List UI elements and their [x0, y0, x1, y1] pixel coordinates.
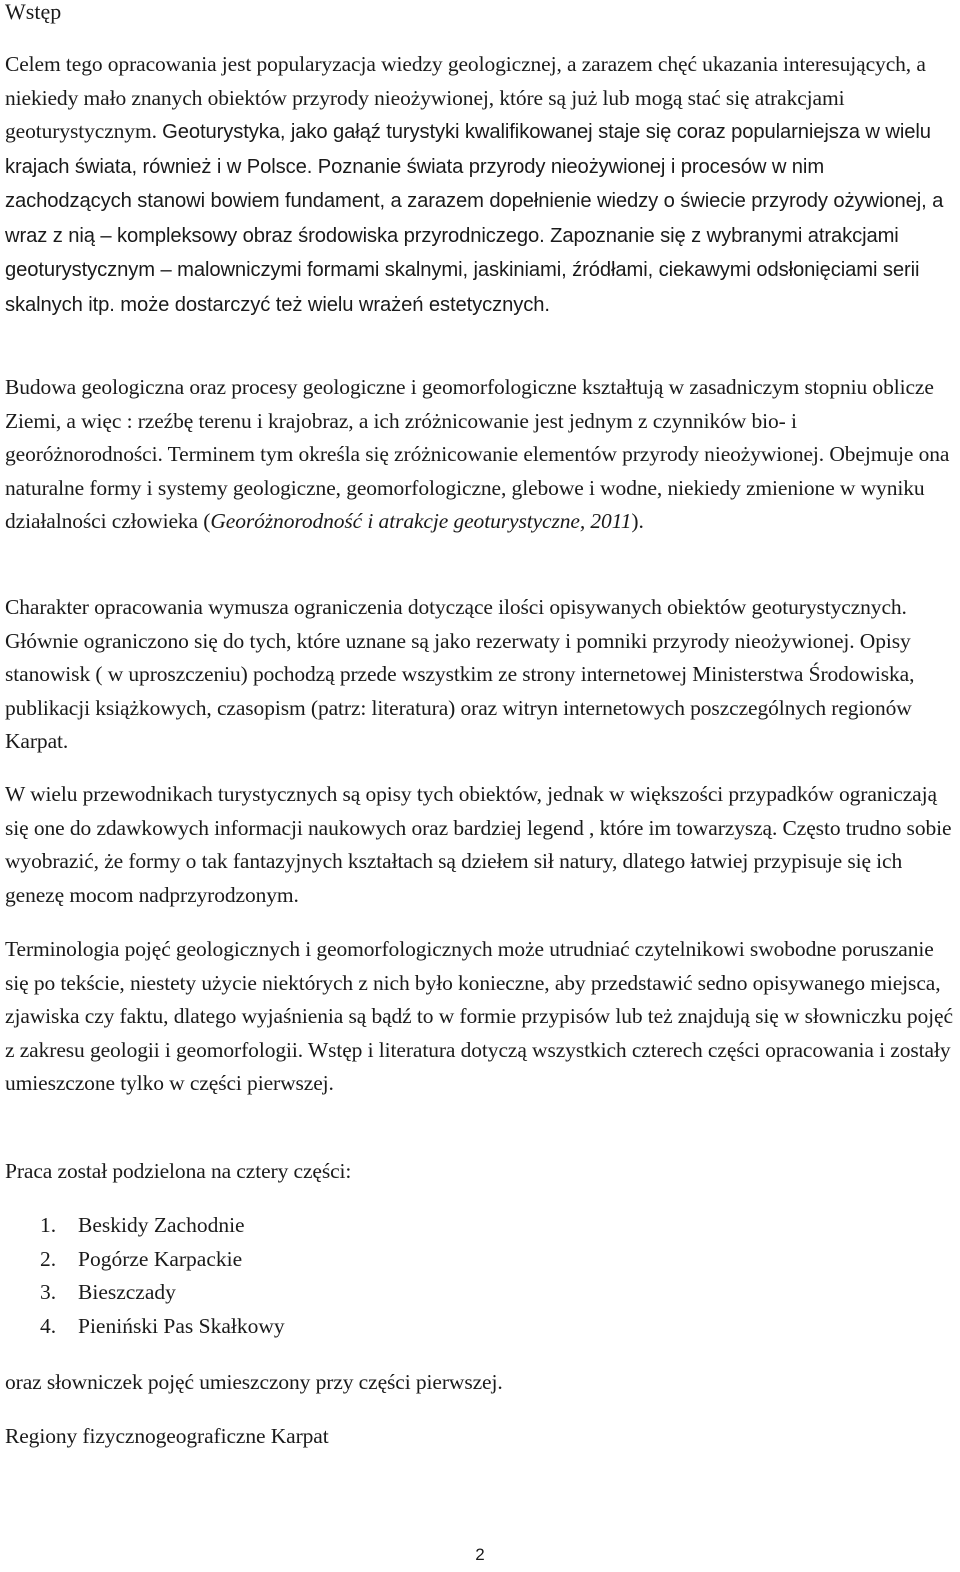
paragraph-parts-intro: Praca został podzielona na cztery części:	[5, 1159, 352, 1183]
paragraph-terminology: Terminologia pojęć geologicznych i geomorfologicznych może utrudniać czytelnikowi swobodne poruszanie się po tekście, niestety użycie niektórych z nich było konieczne, aby przedstawić sedno opisywanego miejsca, zjawiska czy faktu, dlatego wyjaśnienia są bądź to w formie przypisów lub też znajdują się w słowniczku pojęć z zakresu geologii i geomorfologii. Wstęp i literatura dotyczą wszystkich czterech części opracowania i zostały umieszczone tylko w części pierwszej.	[5, 937, 953, 1095]
paragraph-glossary-note: oraz słowniczek pojęć umieszczony przy części pierwszej.	[5, 1370, 503, 1394]
citation: Georóżnorodność i atrakcje geoturystyczne, 2011	[210, 509, 632, 533]
list-item-number: 2.	[40, 1246, 57, 1271]
paragraph-geology	[5, 371, 955, 539]
list-item-label: Beskidy Zachodnie	[78, 1213, 245, 1237]
list-item-label: Bieszczady	[78, 1280, 176, 1304]
citation-end: ).	[631, 509, 644, 533]
paragraph-guides: W wielu przewodnikach turystycznych są opisy tych obiektów, jednak w większości przypadków ograniczają się one do zdawkowych informacji naukowych oraz bardziej legend , które im towarzyszą. Często trudno sobie wyobrazić, że formy o tak fantazyjnych kształtach są dziełem sił natury, dlatego łatwiej przypisuje się ich genezę mocom nadprzyrodzonym.	[5, 782, 952, 907]
parts-list	[5, 1209, 285, 1343]
page-number: 2	[475, 1545, 485, 1564]
list-item-label: Pieniński Pas Skałkowy	[78, 1313, 285, 1338]
section-heading: Wstęp	[5, 0, 62, 24]
list-item	[5, 1310, 285, 1344]
paragraph-intro-sans: Geoturystyka, jako gałąź turystyki kwalifikowanej staje się coraz popularniejsza w wielu krajach świata, również i w Polsce. Poznanie świata przyrody nieożywionej i procesów w nim zachodzących stanowi bowiem fundament, a zarazem dopełnienie wiedzy o świecie przyrody ożywionej, a wraz z nią – kompleksowy obraz środowiska przyrodniczego. Zapoznanie się z wybranymi atrakcjami geoturystycznym – malowniczymi formami skalnymi, jaskiniami, źródłami, ciekawymi odsłonięciami serii skalnych itp. może dostarczyć też wielu wrażeń estetycznych.	[5, 121, 944, 316]
list-item	[5, 1209, 285, 1243]
document-page	[5, 0, 955, 1448]
list-item-label: Pogórze Karpackie	[78, 1246, 243, 1271]
list-item-number: 1.	[40, 1213, 57, 1237]
paragraph-intro	[5, 48, 955, 322]
list-item	[5, 1276, 285, 1310]
list-item	[5, 1243, 285, 1277]
list-item-number: 3.	[40, 1280, 57, 1304]
paragraph-regions-title: Regiony fizycznogeograficzne Karpat	[5, 1424, 329, 1448]
list-item-number: 4.	[40, 1313, 57, 1338]
paragraph-scope: Charakter opracowania wymusza ograniczenia dotyczące ilości opisywanych obiektów geoturystycznych. Głównie ograniczono się do tych, które uznane są jako rezerwaty i pomniki przyrody nieożywionej. Opisy stanowisk ( w uproszczeniu) pochodzą przede wszystkim ze strony internetowej Ministerstwa Środowiska, publikacji książkowych, czasopism (patrz: literatura) oraz witryn internetowych poszczególnych regionów Karpat.	[5, 595, 915, 753]
paragraph-intro-serif: Celem tego opracowania jest popularyzacja wiedzy geologicznej, a zarazem chęć ukazania interesujących, a niekiedy mało znanych obiektów przyrody nieożywionej, które są już lub mogą stać się atrakcjami geoturystycznym.	[5, 52, 926, 143]
paragraph-geology-text: Budowa geologiczna oraz procesy geologiczne i geomorfologiczne kształtują w zasadniczym stopniu oblicze Ziemi, a więc : rzeźbę terenu i krajobraz, a ich zróżnicowanie jest jednym z czynników bio- i georóżnorodności. Terminem tym określa się zróżnicowanie elementów przyrody nieożywionej. Obejmuje ona naturalne formy i systemy geologiczne, geomorfologiczne, glebowe i wodne, niekiedy zmienione w wyniku działalności człowieka (	[5, 375, 950, 533]
